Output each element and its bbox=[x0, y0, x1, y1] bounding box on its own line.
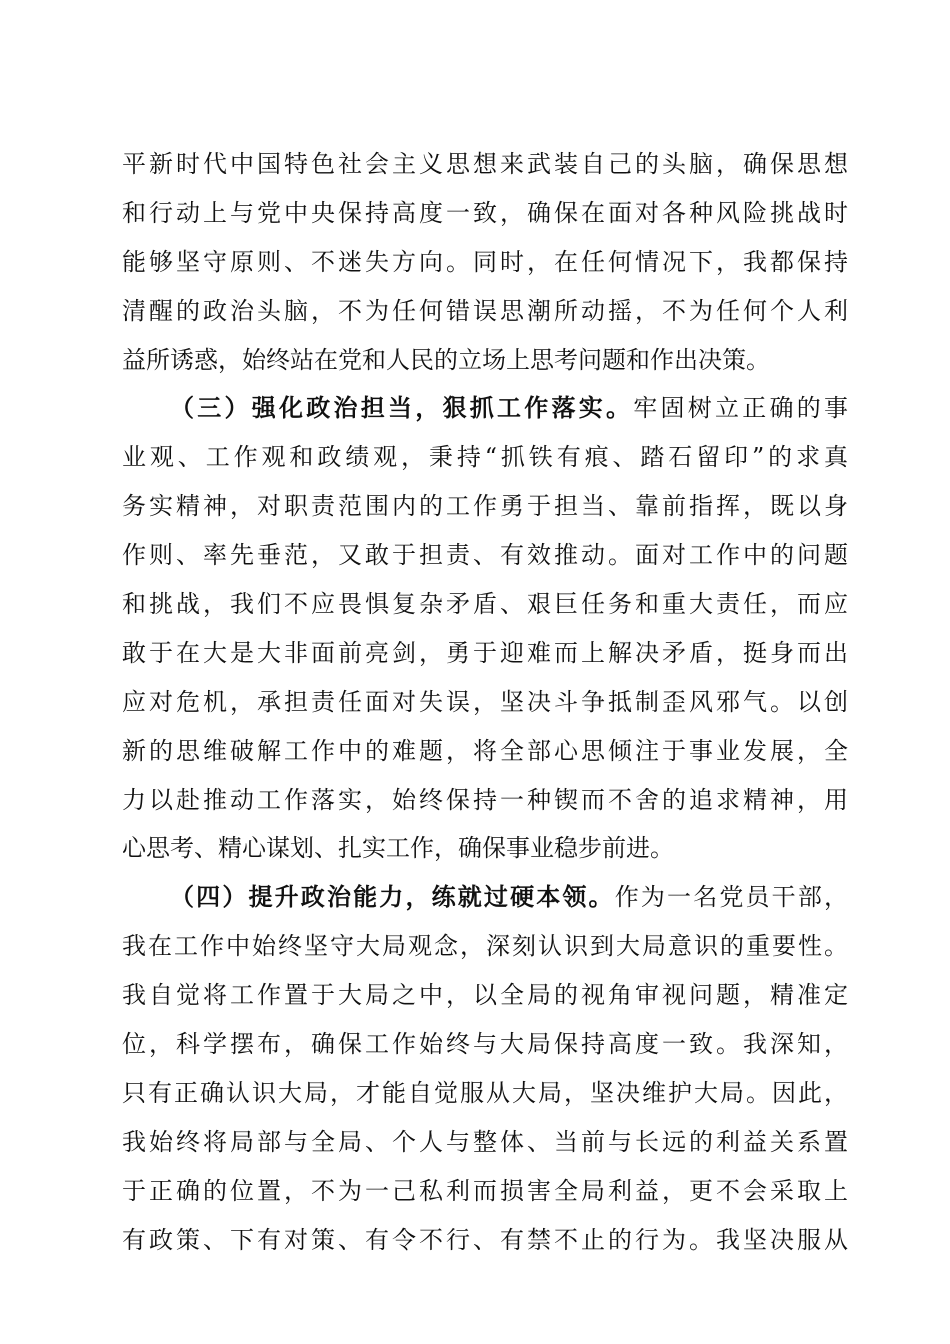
text-line: 位，科学摆布，确保工作始终与大局保持高度一致。我深知， bbox=[122, 1030, 848, 1059]
text-line: 业观、工作观和政绩观，秉持“抓铁有痕、踏石留印”的求真 bbox=[122, 443, 848, 472]
text-line: 平新时代中国特色社会主义思想来武装自己的头脑，确保思想 bbox=[122, 150, 848, 178]
text-line: 新的思维破解工作中的难题，将全部心思倾注于事业发展，全 bbox=[122, 736, 848, 765]
text-line: 我始终将局部与全局、个人与整体、当前与长远的利益关系置 bbox=[122, 1127, 848, 1156]
text-line: 力以赴推动工作落实，始终保持一种锲而不舍的追求精神，用 bbox=[122, 785, 848, 814]
text-line: 清醒的政治头脑，不为任何错误思潮所动摇，不为任何个人利 bbox=[122, 296, 848, 325]
text-line: 心思考、精心谋划、扎实工作，确保事业稳步前进。 bbox=[122, 834, 674, 863]
text-line: 于正确的位置，不为一己私利而损害全局利益，更不会采取上 bbox=[122, 1176, 848, 1205]
paragraph bbox=[122, 384, 848, 873]
text-line bbox=[122, 873, 848, 922]
section-heading: （三）强化政治担当，狠抓工作落实。 bbox=[170, 393, 634, 423]
text-line: 作则、率先垂范，又敢于担责、有效推动。面对工作中的问题 bbox=[122, 541, 848, 570]
section-heading: （四）提升政治能力，练就过硬本领。 bbox=[170, 882, 615, 912]
paragraph bbox=[122, 140, 848, 384]
text-run: 牢固树立正确的事 bbox=[633, 394, 848, 423]
text-line: 务实精神，对职责范围内的工作勇于担当、靠前指挥，既以身 bbox=[122, 492, 848, 521]
text-line: 和挑战，我们不应畏惧复杂矛盾、艰巨任务和重大责任，而应 bbox=[122, 590, 848, 619]
text-line: 能够坚守原则、不迷失方向。同时，在任何情况下，我都保持 bbox=[122, 247, 848, 276]
text-line: 我在工作中始终坚守大局观念，深刻认识到大局意识的重要性。 bbox=[122, 932, 848, 961]
text-line: 应对危机，承担责任面对失误，坚决斗争抵制歪风邪气。以创 bbox=[122, 687, 848, 716]
text-line: 敢于在大是大非面前亮剑，勇于迎难而上解决矛盾，挺身而出 bbox=[122, 638, 848, 667]
body-text bbox=[122, 140, 848, 1264]
text-line: 益所诱惑，始终站在党和人民的立场上思考问题和作出决策。 bbox=[122, 345, 770, 374]
text-line: 只有正确认识大局，才能自觉服从大局，坚决维护大局。因此， bbox=[122, 1078, 848, 1107]
text-line bbox=[122, 384, 848, 433]
paragraph bbox=[122, 873, 848, 1264]
text-line: 有政策、下有对策、有令不行、有禁不止的行为。我坚决服从 bbox=[122, 1225, 848, 1254]
text-line: 我自觉将工作置于大局之中，以全局的视角审视问题，精准定 bbox=[122, 981, 848, 1010]
text-run: 作为一名党员干部， bbox=[614, 883, 848, 912]
text-line: 和行动上与党中央保持高度一致，确保在面对各种风险挑战时 bbox=[122, 198, 848, 227]
